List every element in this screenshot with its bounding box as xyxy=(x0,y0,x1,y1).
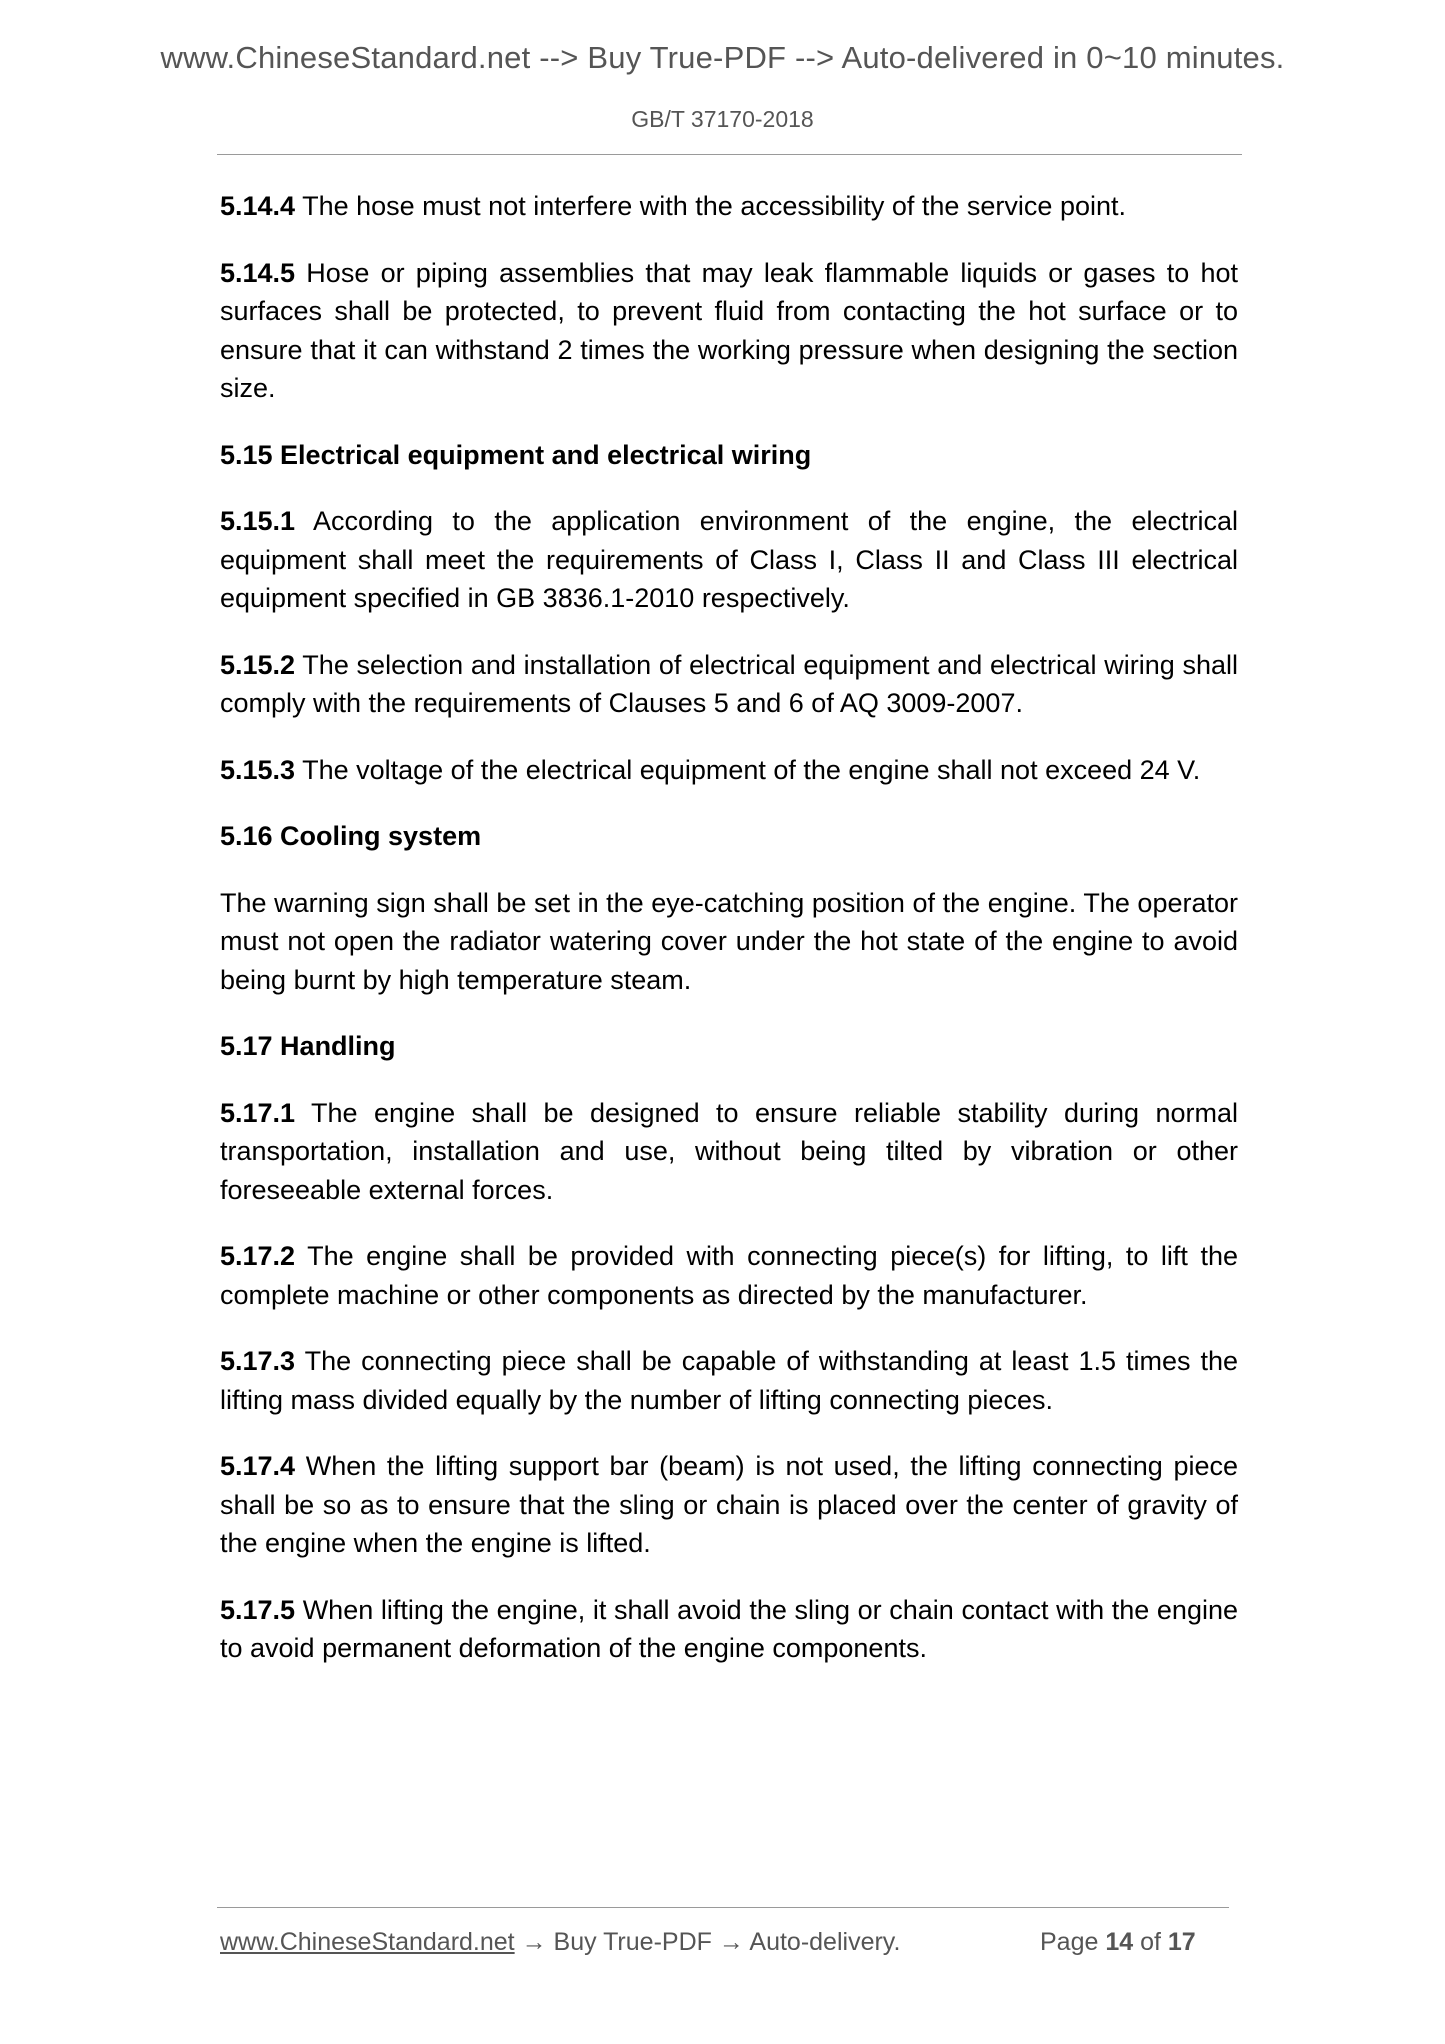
clause-text: According to the application environment of the engine, the electrical equipment shall meet the requirements of Class I, Class II and Class III electrical equipment specified in GB 3836.1-2010 respectively. xyxy=(220,506,1238,613)
clause-5-17-2 xyxy=(220,1237,1238,1314)
clause-5-17-4 xyxy=(220,1447,1238,1563)
clause-text: The engine shall be provided with connecting piece(s) for lifting, to lift the complete machine or other components as directed by the manufacturer. xyxy=(220,1241,1238,1310)
clause-text: The selection and installation of electrical equipment and electrical wiring shall comply with the requirements of Clauses 5 and 6 of AQ 3009-2007. xyxy=(220,649,1238,718)
clause-text: The hose must not interfere with the accessibility of the service point. xyxy=(295,191,1126,221)
footer-site-link[interactable]: www.ChineseStandard.net xyxy=(220,1928,515,1956)
clause-5-14-4 xyxy=(220,187,1238,226)
footer-tagline: → Buy True-PDF → Auto-delivery. xyxy=(514,1928,901,1956)
clause-5-17-3 xyxy=(220,1342,1238,1419)
clause-5-17-5 xyxy=(220,1591,1238,1668)
clause-text: Hose or piping assemblies that may leak flammable liquids or gases to hot surfaces shall be protected, to prevent fluid from contacting the hot surface or to ensure that it can withstand 2 times the working pressure when designing the section size. xyxy=(220,257,1238,403)
clause-5-15-3 xyxy=(220,751,1238,790)
clause-number: 5.17.4 xyxy=(220,1451,296,1481)
section-heading-5-16: 5.16 Cooling system xyxy=(220,821,482,851)
clause-number: 5.15.3 xyxy=(220,754,296,785)
clause-number: 5.17.5 xyxy=(220,1594,296,1625)
clause-number: 5.17.1 xyxy=(220,1097,296,1128)
clause-text: When the lifting support bar (beam) is not used, the lifting connecting piece shall be so as to ensure that the sling or chain is placed over the center of gravity of the engine when the engine is lifted. xyxy=(220,1451,1238,1558)
clause-number: 5.17.2 xyxy=(220,1241,296,1271)
section-5-16-text: The warning sign shall be set in the eye-catching position of the engine. The operator must not open the radiator watering cover under the hot state of the engine to avoid being burnt by high temperature steam. xyxy=(220,887,1238,995)
clause-text: The voltage of the electrical equipment of the engine shall not exceed 24 V. xyxy=(295,754,1201,785)
clause-text: The connecting piece shall be capable of withstanding at least 1.5 times the lifting mass divided equally by the number of lifting connecting pieces. xyxy=(220,1346,1238,1415)
section-heading-5-17: 5.17 Handling xyxy=(220,1031,396,1061)
clause-number: 5.17.3 xyxy=(220,1346,296,1376)
clause-5-15-1 xyxy=(220,502,1238,618)
page-indicator: Page 14 of 17 xyxy=(1040,1928,1196,1956)
document-body xyxy=(220,187,1238,1696)
total-pages: 17 xyxy=(1167,1928,1196,1956)
clause-number: 5.15.1 xyxy=(220,506,296,536)
clause-5-17-1 xyxy=(220,1094,1238,1210)
standard-code: GB/T 37170-2018 xyxy=(631,106,814,132)
clause-number: 5.15.2 xyxy=(220,649,296,680)
clause-5-14-5 xyxy=(220,254,1238,408)
footer-divider xyxy=(217,1907,1229,1908)
current-page-number: 14 xyxy=(1105,1928,1134,1956)
top-banner: www.ChineseStandard.net --> Buy True-PDF --> Auto-delivered in 0~10 minutes. xyxy=(160,40,1285,75)
footer-promo xyxy=(220,1928,900,1957)
clause-number: 5.14.5 xyxy=(220,257,296,288)
clause-text: When lifting the engine, it shall avoid the sling or chain contact with the engine to avoid permanent deformation of the engine components. xyxy=(220,1594,1238,1663)
section-heading-5-15: 5.15 Electrical equipment and electrical wiring xyxy=(220,439,812,470)
clause-text: The engine shall be designed to ensure reliable stability during normal transportation, installation and use, without being tilted by vibration or other foreseeable external forces. xyxy=(220,1097,1238,1205)
clause-number: 5.14.4 xyxy=(220,191,296,221)
clause-5-15-2 xyxy=(220,646,1238,723)
header-divider xyxy=(217,154,1242,155)
